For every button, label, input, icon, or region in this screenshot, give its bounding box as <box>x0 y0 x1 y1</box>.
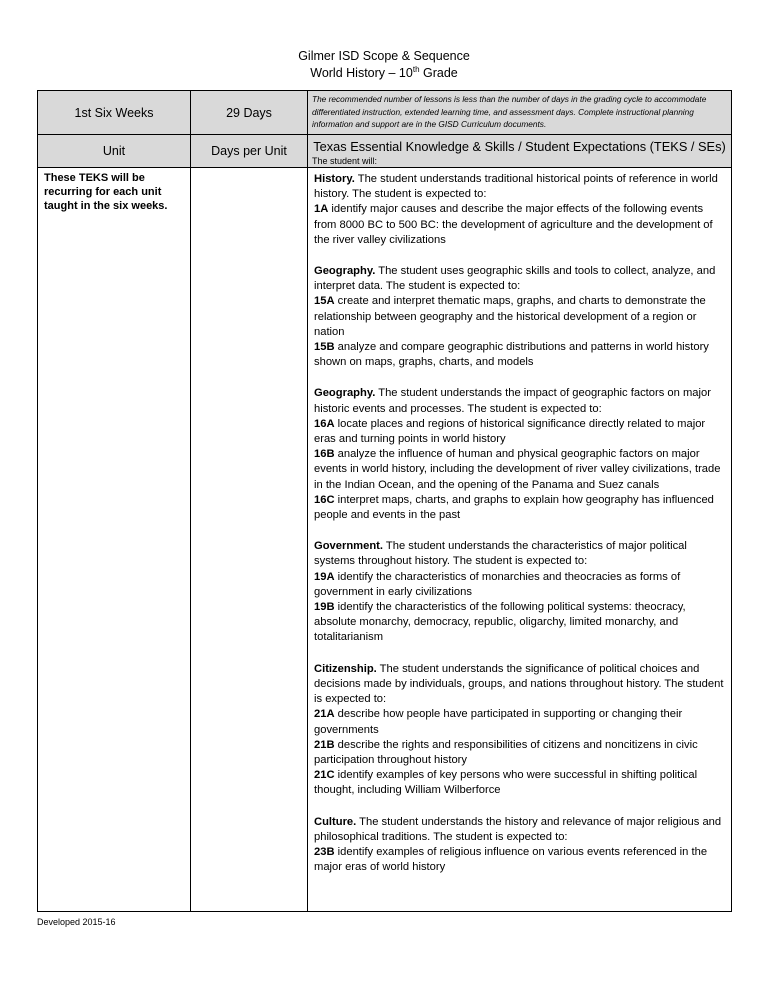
teks-strand-title: Culture. <box>314 815 357 828</box>
teks-content-cell <box>308 168 732 912</box>
teks-strand-title: Citizenship. <box>314 662 377 675</box>
note-cell <box>308 91 732 135</box>
teks-strand-text: The student understands the significance of political choices and decisions made by individuals, groups, and nations throughout history. The student is expected to: <box>314 662 724 706</box>
teks-strand-text: The student understands the history and relevance of major religious and philosophical traditions. The student is expected to: <box>314 815 722 843</box>
recurring-note: These TEKS will be recurring for each unit taught in the six weeks. <box>44 172 168 212</box>
student-expectation <box>314 202 725 248</box>
teks-strand-intro <box>314 539 725 569</box>
teks-section <box>314 662 725 799</box>
se-text: describe how people have participated in supporting or changing their governments <box>314 708 683 736</box>
se-code: 16B <box>314 448 335 461</box>
unit-header: Unit <box>38 135 191 168</box>
se-code: 16A <box>314 417 335 430</box>
student-expectation <box>314 294 725 340</box>
teks-strand-text: The student uses geographic skills and tools to collect, analyze, and interpret data. The student is expected to: <box>314 265 716 293</box>
se-text: interpret maps, charts, and graphs to explain how geography has influenced people and events in the past <box>314 493 714 522</box>
student-expectation <box>314 447 725 493</box>
se-text: identify major causes and describe the major effects of the following events from 8000 BC to 500 BC: the development of agriculture and the development of the river valley civilizations <box>314 203 713 246</box>
teks-strand-text: The student understands the characteristics of major political systems throughout history. The student is expected to: <box>314 540 687 568</box>
teks-section <box>314 264 725 370</box>
footer-developed: Developed 2015-16 <box>37 917 116 927</box>
days-per-unit-cell <box>191 168 308 912</box>
teks-section <box>314 815 725 876</box>
teks-strand-intro <box>314 662 725 708</box>
teks-strand-intro <box>314 264 725 294</box>
se-code: 15B <box>314 341 335 354</box>
scope-table <box>37 90 732 912</box>
se-text: identify examples of key persons who were successful in shifting political thought, including William Wilberforce <box>314 769 698 797</box>
se-code: 21C <box>314 769 335 782</box>
se-code: 1A <box>314 203 329 216</box>
se-code: 15A <box>314 295 335 308</box>
days-per-unit-header: Days per Unit <box>191 135 308 168</box>
teks-header: Texas Essential Knowledge & Skills / Student Expectations (TEKS / SEs) <box>313 139 726 154</box>
se-text: identify the characteristics of monarchies and theocracies as forms of government in early civilizations <box>314 570 681 598</box>
se-code: 19B <box>314 601 335 614</box>
teks-section <box>314 386 725 523</box>
student-expectation <box>314 600 725 646</box>
teks-section <box>314 539 725 645</box>
teks-strand-title: History. <box>314 173 355 185</box>
student-expectation <box>314 845 725 875</box>
teks-strand-intro <box>314 386 725 416</box>
se-code: 23B <box>314 845 335 858</box>
unit-cell <box>38 168 191 912</box>
se-text: locate places and regions of historical significance directly related to major eras and turning points in world history <box>314 417 706 446</box>
student-expectation <box>314 417 725 447</box>
teks-strand-title: Government. <box>314 540 384 553</box>
se-code: 19A <box>314 570 335 583</box>
teks-strand-text: The student understands traditional historical points of reference in world history. The student is expected to: <box>314 173 718 201</box>
se-text: analyze and compare geographic distributions and patterns in world history shown on maps, graphs, charts, and models <box>314 341 709 369</box>
se-text: create and interpret thematic maps, graphs, and charts to demonstrate the relationship between geography and the historical development of a region or nation <box>314 295 706 338</box>
student-will-label: The student will: <box>312 156 378 166</box>
teks-strand-title: Geography. <box>314 265 376 278</box>
student-expectation <box>314 707 725 737</box>
student-expectation <box>314 570 725 600</box>
teks-content <box>308 168 731 875</box>
student-expectation <box>314 340 725 370</box>
teks-strand-text: The student understands the impact of geographic factors on major historic events and processes. The student is expected to: <box>314 387 711 415</box>
header-title: Gilmer ISD Scope & Sequence <box>298 49 470 63</box>
se-text: identify examples of religious influence on various events referenced in the major eras of world history <box>314 845 708 874</box>
pacing-note: The recommended number of lessons is less than the number of days in the grading cycle to accommodate differentiated instruction, extended learning time, and assessment days. Complete instructional planning information and support are in the GISD Curriculum documents. <box>312 94 707 129</box>
teks-header-cell <box>308 135 732 168</box>
document-header <box>0 48 768 82</box>
teks-strand-intro <box>314 172 725 202</box>
se-text: identify the characteristics of the following political systems: theocracy, absolute monarchy, democracy, republic, oligarchy, limited monarchy, and totalitarianism <box>314 601 686 644</box>
se-code: 21B <box>314 738 335 751</box>
six-weeks-cell: 1st Six Weeks <box>38 91 191 135</box>
se-text: describe the rights and responsibilities of citizens and noncitizens in civic participation throughout history <box>314 738 698 766</box>
student-expectation <box>314 738 725 768</box>
teks-strand-intro <box>314 815 725 845</box>
header-subtitle: World History – 10th Grade <box>310 64 458 80</box>
teks-strand-title: Geography. <box>314 387 376 400</box>
student-expectation <box>314 768 725 798</box>
se-text: analyze the influence of human and physical geographic factors on major events in world history, including the development of river valley civilizations, trade in the Indian Ocean, and the opening of the Panama and Suez canals <box>314 448 721 491</box>
se-code: 21A <box>314 708 335 721</box>
days-cell: 29 Days <box>191 91 308 135</box>
se-code: 16C <box>314 493 335 506</box>
student-expectation <box>314 493 725 523</box>
teks-section <box>314 172 725 248</box>
